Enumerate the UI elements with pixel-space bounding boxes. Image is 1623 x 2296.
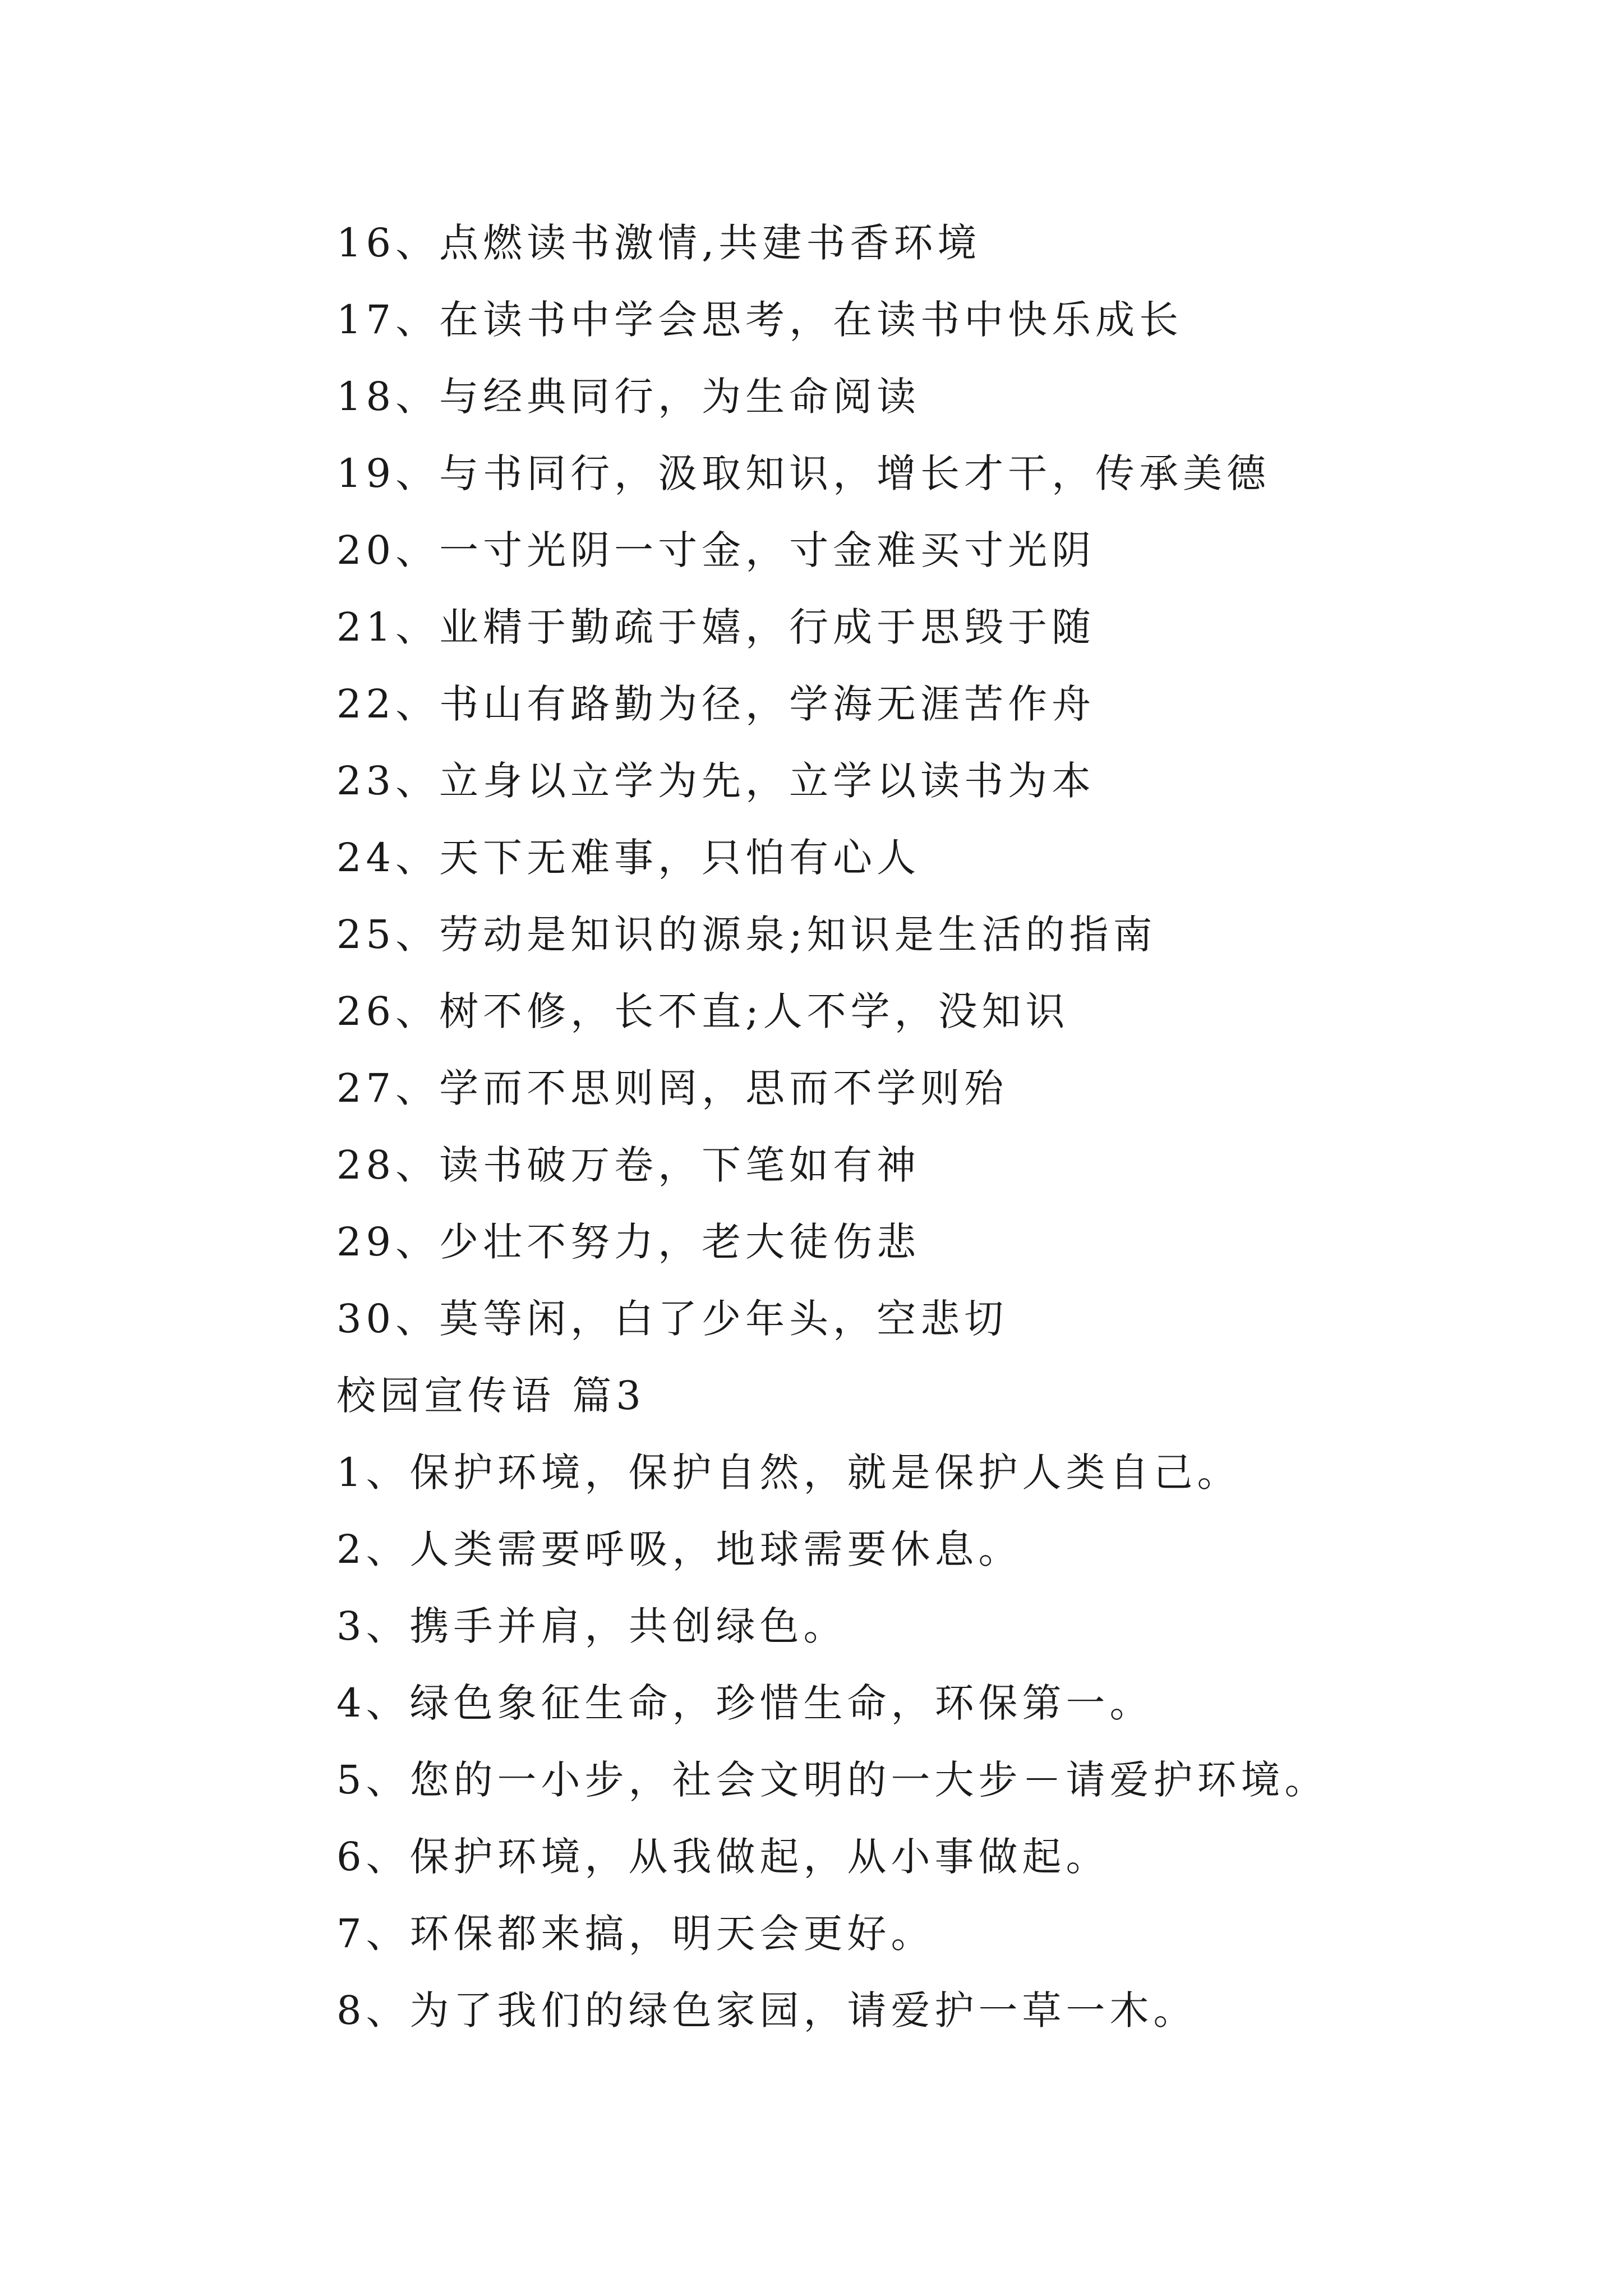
list-item: 22、书山有路勤为径，学海无涯苦作舟 <box>336 681 1096 727</box>
list-item: 20、一寸光阴一寸金，寸金难买寸光阴 <box>336 527 1096 573</box>
list-item: 6、保护环境，从我做起，从小事做起。 <box>336 1834 1110 1880</box>
list-item: 30、莫等闲，白了少年头，空悲切 <box>336 1296 1008 1342</box>
list-item: 28、读书破万卷，下笔如有神 <box>336 1142 921 1188</box>
list-item: 4、绿色象征生命，珍惜生命，环保第一。 <box>336 1680 1154 1726</box>
list-item: 21、业精于勤疏于嬉，行成于思毁于随 <box>336 604 1096 650</box>
list-item: 5、您的一小步，社会文明的一大步－请爱护环境。 <box>336 1757 1329 1803</box>
list-item: 23、立身以立学为先，立学以读书为本 <box>336 758 1096 804</box>
list-item: 3、携手并肩，共创绿色。 <box>336 1603 847 1649</box>
list-item: 24、天下无难事，只怕有心人 <box>336 835 921 881</box>
list-item: 18、与经典同行，为生命阅读 <box>336 374 921 420</box>
list-item: 29、少壮不努力，老大徒伤悲 <box>336 1219 921 1265</box>
document-body <box>336 205 1486 2049</box>
list-item: 25、劳动是知识的源泉;知识是生活的指南 <box>336 912 1157 958</box>
list-item: 19、与书同行，汲取知识，增长才干，传承美德 <box>336 450 1271 496</box>
list-item: 8、为了我们的绿色家园，请爱护一草一木。 <box>336 1987 1197 2033</box>
section-heading: 校园宣传语 篇3 <box>336 1373 645 1419</box>
list-item: 27、学而不思则罔，思而不学则殆 <box>336 1065 1008 1111</box>
list-item: 7、环保都来搞，明天会更好。 <box>336 1911 935 1957</box>
list-item: 17、在读书中学会思考，在读书中快乐成长 <box>336 297 1183 343</box>
list-item: 16、点燃读书激情,共建书香环境 <box>336 220 981 266</box>
list-item: 2、人类需要呼吸，地球需要休息。 <box>336 1526 1022 1572</box>
list-item: 1、保护环境，保护自然，就是保护人类自己。 <box>336 1450 1241 1496</box>
list-item: 26、树不修，长不直;人不学，没知识 <box>336 988 1069 1034</box>
